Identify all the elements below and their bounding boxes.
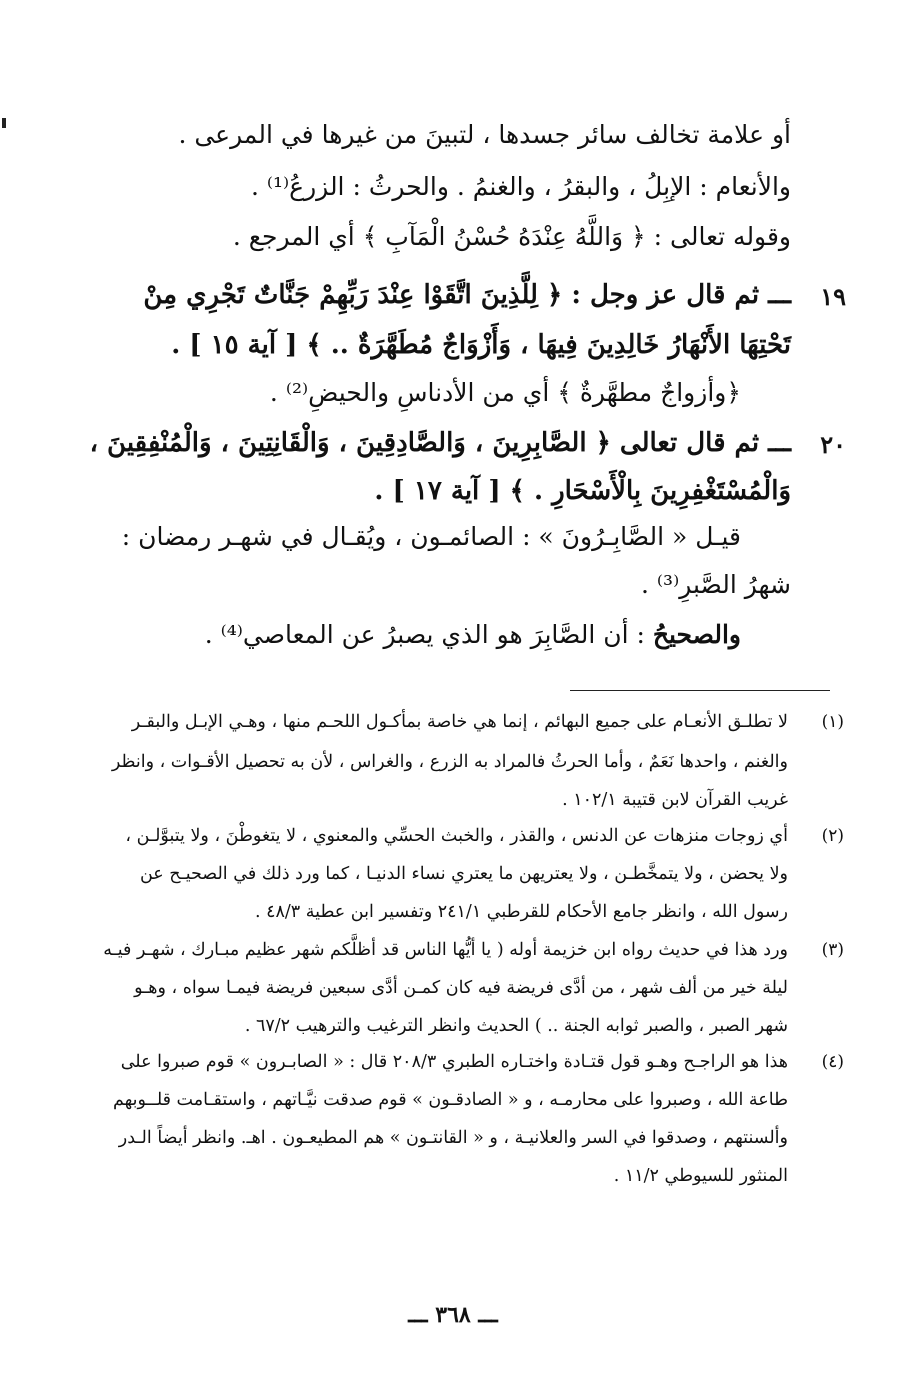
footnote-3-line-1: ورد هذا في حديث رواه ابن خزيمة أوله ( يا أيُّها الناس قد أظلَّكم شهر عظيم مبـارك ، شهـر فيـه <box>103 940 788 960</box>
section-19-line-3: ﴿وأزواجٌ مطهَّرةٌ ﴾ أي من الأدناسِ والحيضِ⁽²⁾ . <box>269 378 741 407</box>
margin-mark <box>2 118 6 128</box>
section-19-line-2: تَحْتِهَا الأَنْهَارُ خَالِدِينَ فِيهَا ، وَأَزْوَاجٌ مُطَهَّرَةٌ .. ﴾ [ آية ١٥ ] . <box>171 330 791 360</box>
footnote-number-4: (٤) <box>821 1052 844 1072</box>
footnote-2-line-1: أي زوجات منزهات عن الدنس ، والقذر ، والخبث الحسِّي والمعنوي ، لا يتغوطْنَ ، ولا يتبوَّلـن ، <box>125 826 788 846</box>
footnote-1-line-2: والغنم ، واحدها نَعَمٌ ، وأما الحرثُ فالمراد به الزرع ، والغراس ، لأن به تحصيل الأقـوات ، وانظر <box>111 752 788 772</box>
correct-view-text: : أن الصَّابِرَ هو الذي يصبرُ عن المعاصي⁽⁴⁾ . <box>204 620 653 649</box>
body-line-2: والأنعام : الإبِلُ ، والبقرُ ، والغنمُ . والحرثُ : الزرعُ⁽¹⁾ . <box>250 172 791 201</box>
section-20-line-1: ـــ ثم قال تعالى ﴿ الصَّابِرِينَ ، وَالصَّادِقِينَ ، وَالْقَانِتِينَ ، وَالْمُنْفِقِينَ ، <box>89 428 791 458</box>
section-20-line-2: وَالْمُسْتَغْفِرِينَ بِالْأَسْحَارِ . ﴾ [ آية ١٧ ] . <box>374 476 791 506</box>
footnote-4-line-3: وألسنتهم ، وصدقوا في السر والعلانيـة ، و « القانتـون » هم المطيعـون . اهـ. وانظر أيضاً الـدر <box>118 1128 788 1148</box>
footnote-3-line-2: ليلة خير من ألف شهر ، من أدَّى فريضة فيه كان كمـن أدَّى سبعين فريضة فيمـا سواه ، وهـو <box>134 978 788 998</box>
footnote-number-3: (٣) <box>821 940 844 960</box>
footnote-4-line-1: هذا هو الراجـح وهـو قول قتـادة واختـاره الطبري ٢٠٨/٣ قال : « الصابـرون » قوم صبروا على <box>120 1052 788 1072</box>
section-20-line-3: قيـل « الصَّابِـرُونَ » : الصائمـون ، ويُقـال في شهـر رمضان : <box>121 522 741 551</box>
correct-view-label: والصحيحُ <box>652 620 741 649</box>
footnote-4-line-4: المنثور للسيوطي ١١/٢ . <box>613 1166 788 1186</box>
footnote-4-line-2: طاعة الله ، وصبروا على محارمـه ، و « الصادقـون » قوم صدقت نيَّـاتهم ، واستقـامت قلــوبهم <box>112 1090 788 1110</box>
section-number-20: ٢٠ <box>820 430 846 459</box>
section-number-19: ١٩ <box>820 282 846 311</box>
footnote-1-line-3: غريب القرآن لابن قتيبة ١٠٢/١ . <box>562 790 788 810</box>
section-20-line-4: شهرُ الصَّبرِ⁽³⁾ . <box>640 570 791 599</box>
footnote-number-1: (١) <box>821 712 844 732</box>
body-line-1: أو علامة تخالف سائر جسدها ، لتبينَ من غيرها في المرعى . <box>178 120 791 149</box>
footnote-separator <box>570 690 830 691</box>
footnote-1-line-1: لا تطلـق الأنعـام على جميع البهائم ، إنما هي خاصة بمأكـول اللحـم منها ، وهـي الإبـل والبقـر <box>131 712 788 732</box>
body-line-3: وقوله تعالى : ﴿ وَاللَّهُ عِنْدَهُ حُسْنُ الْمَآبِ ﴾ أي المرجع . <box>232 222 791 251</box>
section-20-line-5 <box>205 620 741 649</box>
footnote-2-line-2: ولا يحضن ، ولا يتمخَّطـن ، ولا يعتريهن ما يعتري نساء الدنيـا ، كما ورد ذلك في الصحيـح عن <box>139 864 788 884</box>
section-19-line-1: ـــ ثم قال عز وجل : ﴿ لِلَّذِينَ اتَّقَوْا عِنْدَ رَبِّهِمْ جَنَّاتٌ تَجْرِي مِنْ <box>143 280 791 310</box>
page-number: ـــ ٣٦٨ ـــ <box>408 1302 498 1328</box>
footnote-number-2: (٢) <box>821 826 844 846</box>
footnote-2-line-3: رسول الله ، وانظر جامع الأحكام للقرطبي ٢٤١/١ وتفسير ابن عطية ٤٨/٣ . <box>254 902 788 922</box>
footnote-3-line-3: شهر الصبر ، والصبر ثوابه الجنة .. ) الحديث وانظر الترغيب والترهيب ٦٧/٢ . <box>244 1016 788 1036</box>
